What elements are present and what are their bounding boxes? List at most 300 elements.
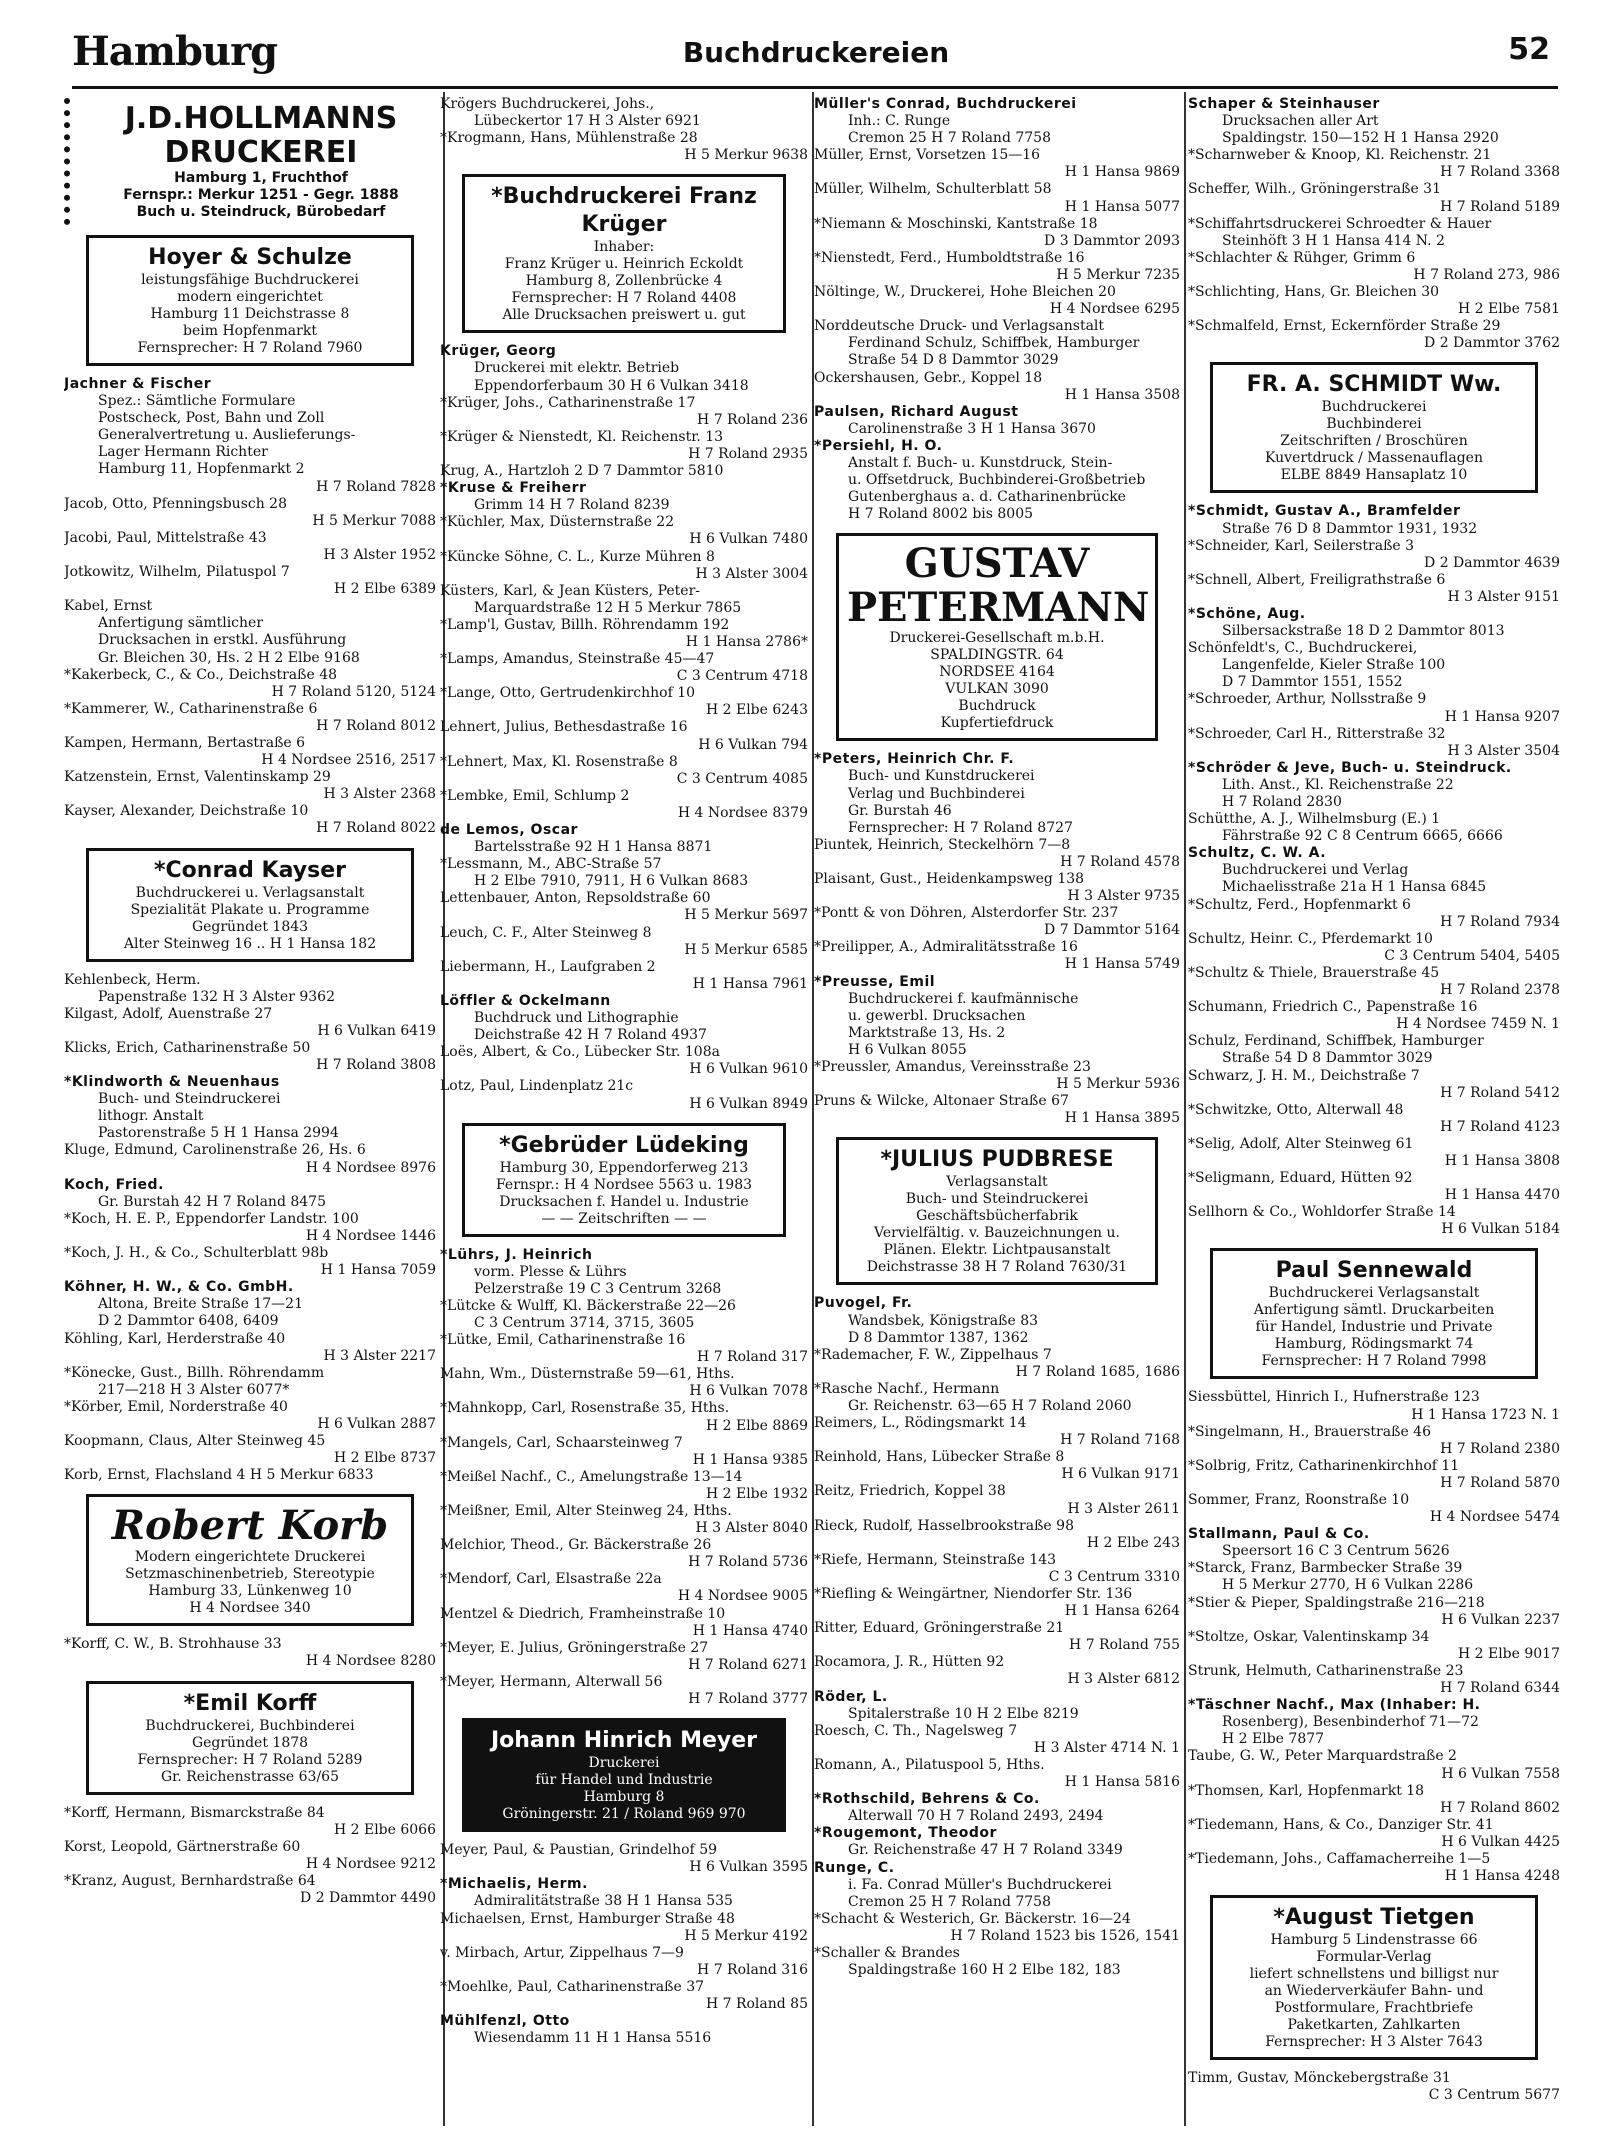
- entry-name: *Krüger, Johs., Catharinenstraße 17: [440, 394, 696, 411]
- ad-line: für Handel, Industrie und Private: [1255, 1319, 1493, 1336]
- entry-phone: H 1 Hansa 5077: [1064, 198, 1180, 215]
- directory-entry: [814, 250, 1180, 284]
- ad-line: Inhaber:: [593, 239, 655, 256]
- entry-name: *Schwitzke, Otto, Alterwall 48: [1188, 1101, 1404, 1118]
- directory-entry: [1188, 897, 1560, 931]
- entry-phone: H 7 Roland 7168: [1060, 1432, 1180, 1449]
- directory-entry: [1188, 691, 1560, 725]
- entry-name: Taube, G. W., Peter Marquardstraße 2: [1188, 1748, 1457, 1765]
- entry-detail-line: Straße 76 D 8 Dammtor 1931, 1932: [1222, 520, 1478, 537]
- entry-name: Jacobi, Paul, Mittelstraße 43: [64, 529, 267, 546]
- directory-entry: [440, 1503, 808, 1537]
- directory-entry: [1188, 1136, 1560, 1170]
- ad-line: Hamburg, Rödingsmarkt 74: [1274, 1336, 1474, 1353]
- directory-entry: [440, 1435, 808, 1469]
- directory-entry: [814, 837, 1180, 871]
- entry-name: Nöltinge, W., Druckerei, Hohe Bleichen 20: [814, 284, 1116, 301]
- entry-phone: H 4 Nordsee 6295: [1049, 301, 1180, 318]
- directory-entry: [1188, 1697, 1560, 1748]
- entry-name: *Täschner Nachf., Max (Inhaber: H.: [1188, 1697, 1481, 1714]
- entry-phone: H 4 Nordsee 8280: [305, 1653, 436, 1670]
- entry-phone: D 2 Dammtor 3762: [1424, 335, 1560, 352]
- entry-detail-line: Grimm 14 H 7 Roland 8239: [474, 497, 670, 514]
- directory-entry: [814, 751, 1180, 836]
- advertisement-box: [1210, 362, 1537, 493]
- entry-name: *Koch, H. E. P., Eppendorfer Landstr. 100: [64, 1210, 359, 1227]
- entry-name: Korst, Leopold, Gärtnerstraße 60: [64, 1838, 301, 1855]
- entry-name: *Schröder & Jeve, Buch- u. Steindruck.: [1188, 759, 1512, 776]
- directory-entry: [440, 754, 808, 788]
- ad-line: liefert schnellstens und billigst nur: [1249, 1966, 1499, 1983]
- entry-detail-line: Anfertigung sämtlicher: [98, 615, 264, 632]
- directory-entry: [64, 1805, 436, 1839]
- directory-entry: [64, 803, 436, 837]
- entry-detail-line: Langenfelde, Kieler Straße 100: [1222, 657, 1446, 674]
- directory-entry: [814, 404, 1180, 438]
- entry-name: *Stier & Pieper, Spaldingstraße 216—218: [1188, 1594, 1485, 1611]
- entry-name: *Krüger & Nienstedt, Kl. Reichenstr. 13: [440, 428, 724, 445]
- entry-name: Kehlenbeck, Herm.: [64, 971, 201, 988]
- entry-detail-line: Spaldingstr. 150—152 H 1 Hansa 2920: [1222, 130, 1499, 147]
- entry-detail-line: Buchdruckerei und Verlag: [1222, 862, 1409, 879]
- entry-name: *Lütcke & Wulff, Kl. Bäckerstraße 22—26: [440, 1297, 736, 1314]
- advertisement-box: [462, 1123, 786, 1237]
- entry-name: *Schiffahrtsdruckerei Schroedter & Hauer: [1188, 215, 1492, 232]
- ad-line: Hamburg 8, Zollenbrücke 4: [525, 273, 723, 290]
- entry-name: Schulz, Ferdinand, Schiffbek, Hamburger: [1188, 1033, 1484, 1050]
- directory-entry: [440, 583, 808, 617]
- page-header: [72, 22, 1560, 78]
- entry-detail-line: Steinhöft 3 H 1 Hansa 414 N. 2: [1222, 232, 1445, 249]
- entry-name: Norddeutsche Druck- und Verlagsanstalt: [814, 318, 1105, 335]
- entry-name: Timm, Gustav, Mönckebergstraße 31: [1188, 2070, 1451, 2087]
- entry-name: Rocamora, J. R., Hütten 92: [814, 1654, 1005, 1671]
- directory-entry: [814, 284, 1180, 318]
- entry-phone: H 3 Alster 4714 N. 1: [1033, 1739, 1180, 1756]
- entry-detail-line: Pelzerstraße 19 C 3 Centrum 3268: [474, 1280, 722, 1297]
- entry-name: Puvogel, Fr.: [814, 1295, 913, 1312]
- ad-line: modern eingerichtet: [177, 289, 323, 305]
- entry-detail-line: Gr. Burstah 42 H 7 Roland 8475: [98, 1193, 326, 1210]
- entry-name: Piuntek, Heinrich, Steckelhörn 7—8: [814, 836, 1071, 853]
- entry-name: *Tiedemann, Hans, & Co., Danziger Str. 41: [1188, 1816, 1494, 1833]
- directory-entry: [440, 1247, 808, 1298]
- ad-line: Fernspr.: H 4 Nordsee 5563 u. 1983: [495, 1176, 753, 1193]
- entry-name: *Kakerbeck, C., & Co., Deichstraße 48: [64, 666, 338, 683]
- directory-entry: [1188, 965, 1560, 999]
- entry-detail-line: Buchdruck und Lithographie: [474, 1010, 679, 1027]
- entry-detail-line: Buchdruckerei f. kaufmännische: [848, 990, 1079, 1007]
- entry-detail-line: Druckerei mit elektr. Betrieb: [474, 360, 680, 377]
- entry-name: *Meißner, Emil, Alter Steinweg 24, Hths.: [440, 1503, 732, 1519]
- entry-detail-line: Fährstraße 92 C 8 Centrum 6665, 6666: [1222, 828, 1503, 845]
- entry-name: *Schultz & Thiele, Brauerstraße 45: [1188, 964, 1440, 981]
- ad-line: H 4 Nordsee 340: [189, 1600, 311, 1617]
- entry-phone: H 4 Nordsee 7459 N. 1: [1396, 1016, 1560, 1033]
- ad-line: Hamburg 30, Eppendorferweg 213: [499, 1159, 749, 1176]
- entry-name: *Lembke, Emil, Schlump 2: [440, 787, 630, 804]
- entry-name: *Starck, Franz, Barmbecker Straße 39: [1188, 1560, 1463, 1577]
- entry-phone: H 7 Roland 3777: [688, 1691, 808, 1708]
- entry-name: Mentzel & Diedrich, Framheinstraße 10: [440, 1605, 726, 1622]
- entry-name: Sellhorn & Co., Wohldorfer Straße 14: [1188, 1204, 1456, 1221]
- directory-entry: [64, 1211, 436, 1245]
- entry-name: Küsters, Karl, & Jean Küsters, Peter-: [440, 582, 700, 599]
- entry-phone: H 7 Roland 4123: [1440, 1118, 1560, 1135]
- directory-entry: [64, 1467, 436, 1484]
- advertisement-box: [462, 174, 786, 333]
- directory-entry: [64, 972, 436, 1006]
- entry-name: Pruns & Wilcke, Altonaer Straße 67: [814, 1093, 1069, 1110]
- entry-phone: H 7 Roland 4578: [1060, 853, 1180, 870]
- advertisement-box: [86, 235, 413, 366]
- entry-detail-line: Altona, Breite Straße 17—21: [98, 1296, 303, 1313]
- entry-name: *Schroeder, Arthur, Nollsstraße 9: [1188, 691, 1427, 708]
- directory-entry: [440, 130, 808, 164]
- entry-phone: H 1 Hansa 4470: [1444, 1187, 1560, 1204]
- entry-name: *Schneider, Karl, Seilerstraße 3: [1188, 537, 1415, 554]
- ad-line: Buch- und Steindruckerei: [905, 1191, 1089, 1208]
- entry-detail-line: Anstalt f. Buch- u. Kunstdruck, Stein-: [848, 454, 1113, 471]
- directory-entry: [1188, 726, 1560, 760]
- entry-phone: H 7 Roland 317: [697, 1349, 808, 1366]
- directory-entry: [1188, 250, 1560, 284]
- entry-phone: H 6 Vulkan 4425: [1441, 1833, 1560, 1850]
- entry-phone: H 7 Roland 2380: [1440, 1440, 1560, 1457]
- entry-name: *Küncke Söhne, C. L., Kurze Mühren 8: [440, 548, 715, 565]
- entry-name: Strunk, Helmuth, Catharinenstraße 23: [1188, 1662, 1464, 1679]
- advertisement-box: [462, 1718, 786, 1832]
- directory-entry: [440, 1469, 808, 1503]
- entry-name: Röder, L.: [814, 1688, 888, 1705]
- entry-name: Mühlfenzl, Otto: [440, 2013, 570, 2030]
- entry-name: Köhling, Karl, Herderstraße 40: [64, 1330, 286, 1347]
- entry-phone: H 3 Alster 8040: [695, 1520, 808, 1537]
- entry-phone: H 4 Nordsee 8379: [677, 804, 808, 821]
- directory-entry: [814, 1654, 1180, 1688]
- directory-entry: [814, 1723, 1180, 1757]
- entry-detail-line: 217—218 H 3 Alster 6077*: [98, 1381, 290, 1398]
- directory-entry: [814, 438, 1180, 523]
- directory-entry: [440, 514, 808, 548]
- entry-name: *Pontt & von Döhren, Alsterdorfer Str. 237: [814, 905, 1119, 922]
- entry-phone: H 5 Merkur 4192: [684, 1927, 808, 1944]
- ad-line: Fernsprecher: H 7 Roland 7998: [1261, 1353, 1487, 1370]
- entry-detail-line: H 7 Roland 2830: [1222, 794, 1342, 810]
- entry-name: Krug, A., Hartzloh 2 D 7 Dammtor 5810: [440, 463, 724, 480]
- directory-entry: [440, 822, 808, 856]
- entry-name: *Klindworth & Neuenhaus: [64, 1074, 280, 1091]
- directory-entry: [814, 1381, 1180, 1415]
- directory-entry: [440, 549, 808, 583]
- directory-entry: [1188, 1663, 1560, 1697]
- entry-phone: H 2 Elbe 7581: [1457, 301, 1560, 318]
- entry-name: *Kruse & Freiherr: [440, 480, 587, 497]
- advertisement-box: [1210, 1248, 1537, 1379]
- directory-entry: [1188, 147, 1560, 181]
- directory-entry: [440, 96, 808, 130]
- entry-phone: H 1 Hansa 2786*: [685, 633, 808, 650]
- ad-title: *JULIUS PUDBRESE: [880, 1147, 1114, 1173]
- entry-phone: H 7 Roland 5412: [1440, 1084, 1560, 1101]
- entry-name: *Meyer, E. Julius, Gröningerstraße 27: [440, 1639, 709, 1656]
- directory-entry: [814, 905, 1180, 939]
- directory-entry: [440, 1332, 808, 1366]
- directory-entry: [1188, 1204, 1560, 1238]
- entry-name: Kilgast, Adolf, Auenstraße 27: [64, 1005, 273, 1022]
- entry-name: Scheffer, Wilh., Gröningerstraße 31: [1188, 181, 1441, 198]
- directory-entry: [1188, 1560, 1560, 1594]
- entry-phone: D 2 Dammtor 4639: [1424, 554, 1560, 571]
- directory-entry: [440, 1979, 808, 2013]
- entry-name: *Peters, Heinrich Chr. F.: [814, 751, 1015, 768]
- entry-name: *Preussler, Amandus, Vereinsstraße 23: [814, 1059, 1091, 1076]
- entry-phone: H 1 Hansa 4248: [1444, 1868, 1560, 1885]
- entry-name: Plaisant, Gust., Heidenkampsweg 138: [814, 871, 1085, 887]
- entry-phone: D 7 Dammtor 5164: [1044, 922, 1180, 939]
- directory-entry: [1188, 640, 1560, 691]
- entry-detail-line: C 3 Centrum 3714, 3715, 3605: [474, 1314, 695, 1331]
- entry-phone: H 1 Hansa 7961: [692, 975, 808, 992]
- directory-entry: [440, 617, 808, 651]
- entry-phone: H 7 Roland 5736: [688, 1554, 808, 1571]
- entry-detail-line: Buch- und Kunstdruckerei: [848, 768, 1035, 785]
- entry-name: v. Mirbach, Artur, Zippelhaus 7—9: [440, 1944, 684, 1961]
- entry-name: Paulsen, Richard August: [814, 403, 1019, 420]
- entry-detail-line: H 5 Merkur 2770, H 6 Vulkan 2286: [1222, 1577, 1474, 1594]
- directory-entry: [1188, 999, 1560, 1033]
- ad-line: Spezialität Plakate u. Programme: [130, 901, 370, 918]
- entry-name: Lettenbauer, Anton, Repsoldstraße 60: [440, 890, 711, 907]
- ad-line: VULKAN 3090: [945, 681, 1049, 698]
- entry-name: *Schlichting, Hans, Gr. Bleichen 30: [1188, 284, 1440, 301]
- entry-phone: H 2 Elbe 8869: [705, 1417, 808, 1434]
- entry-detail-line: H 7 Roland 8002 bis 8005: [848, 506, 1034, 523]
- entry-phone: H 5 Merkur 5936: [1056, 1076, 1180, 1093]
- entry-name: Koch, Fried.: [64, 1176, 164, 1193]
- entry-name: *Schultz, Ferd., Hopfenmarkt 6: [1188, 896, 1411, 913]
- ad-line: Hamburg 5 Lindenstrasse 66: [1270, 1932, 1478, 1949]
- entry-name: Müller, Ernst, Vorsetzen 15—16: [814, 147, 1041, 164]
- entry-phone: H 7 Roland 5870: [1440, 1474, 1560, 1491]
- entry-detail-line: H 2 Elbe 7877: [1222, 1731, 1325, 1748]
- entry-phone: H 6 Vulkan 3595: [689, 1859, 808, 1876]
- entry-phone: H 5 Merkur 7235: [1056, 266, 1180, 283]
- entry-name: Roesch, C. Th., Nagelsweg 7: [814, 1722, 1018, 1739]
- ad-line: Fernsprecher: H 7 Roland 5289: [137, 1751, 363, 1768]
- directory-entry: [64, 1006, 436, 1040]
- directory-entry: [814, 1552, 1180, 1586]
- ad-line: Buchdruck: [958, 698, 1036, 715]
- entry-detail-line: Alterwall 70 H 7 Roland 2493, 2494: [848, 1808, 1104, 1825]
- ad-title: *Conrad Kayser: [154, 857, 346, 883]
- entry-phone: H 7 Roland 5120, 5124: [271, 683, 436, 700]
- entry-phone: H 4 Nordsee 9212: [305, 1855, 436, 1872]
- entry-phone: D 3 Dammtor 2093: [1044, 232, 1180, 249]
- directory-entry: [814, 1860, 1180, 1911]
- ad-line: Hamburg 8: [583, 1789, 665, 1806]
- ad-line: Gröningerstr. 21 / Roland 969 970: [502, 1806, 746, 1823]
- ad-line: Buchdruckerei: [1321, 399, 1427, 416]
- entry-phone: H 3 Alster 1952: [323, 546, 436, 563]
- entry-phone: H 6 Vulkan 8949: [689, 1095, 808, 1112]
- entry-phone: D 2 Dammtor 4490: [300, 1890, 436, 1906]
- entry-name: *Meyer, Hermann, Alterwall 56: [440, 1673, 663, 1690]
- entry-detail-line: Carolinenstraße 3 H 1 Hansa 3670: [848, 420, 1096, 437]
- entry-name: *Korff, Hermann, Bismarckstraße 84: [64, 1804, 325, 1821]
- directory-entry: [64, 667, 436, 701]
- directory-entry: [440, 1366, 808, 1400]
- advertisement-box: [86, 1494, 413, 1626]
- directory-entry: [64, 1399, 436, 1433]
- entry-phone: H 3 Alster 2611: [1067, 1500, 1180, 1517]
- entry-detail-line: Ferdinand Schulz, Schiffbek, Hamburger: [848, 335, 1140, 352]
- directory-entry: [1188, 1817, 1560, 1851]
- directory-entry: [814, 1093, 1180, 1127]
- entry-detail-line: Eppendorferbaum 30 H 6 Vulkan 3418: [474, 377, 749, 394]
- directory-entry: [440, 959, 808, 993]
- directory-entry: [440, 856, 808, 890]
- ad-line: Kupfertiefdruck: [940, 715, 1054, 732]
- entry-phone: H 2 Elbe 9017: [1457, 1645, 1560, 1662]
- ad-line: Deichstrasse 38 H 7 Roland 7630/31: [866, 1259, 1128, 1276]
- entry-name: *Schnell, Albert, Freiligrathstraße 6: [1188, 571, 1446, 588]
- entry-name: *Michaelis, Herm.: [440, 1876, 588, 1893]
- ad-line: SPALDINGSTR. 64: [930, 647, 1064, 664]
- entry-phone: C 3 Centrum 5404, 5405: [1384, 947, 1560, 964]
- entry-name: Schütthe, A. J., Wilhelmsburg (E.) 1: [1188, 811, 1441, 828]
- directory-entry: [1188, 1458, 1560, 1492]
- directory-entry: [1188, 1595, 1560, 1629]
- entry-phone: H 1 Hansa 4740: [692, 1622, 808, 1639]
- entry-phone: H 7 Roland 273, 986: [1413, 266, 1560, 283]
- entry-phone: H 5 Merkur 7088: [312, 512, 436, 529]
- directory-entry: [1188, 2070, 1560, 2104]
- directory-entry: [64, 769, 436, 803]
- entry-phone: H 1 Hansa 5749: [1064, 956, 1180, 973]
- entry-detail-line: H 2 Elbe 7910, 7911, H 6 Vulkan 8683: [474, 873, 749, 890]
- entry-detail-line: Buch- und Steindruckerei: [98, 1091, 281, 1108]
- entry-phone: H 7 Roland 2378: [1440, 982, 1560, 999]
- entry-name: *Moehlke, Paul, Catharinenstraße 37: [440, 1978, 705, 1995]
- directory-entry: [814, 1620, 1180, 1654]
- entry-name: *Lamp'l, Gustav, Billh. Röhrendamm 192: [440, 616, 730, 633]
- entry-detail-line: Speersort 16 C 3 Centrum 5626: [1222, 1543, 1450, 1560]
- directory-entry: [1188, 1068, 1560, 1102]
- directory-entry: [814, 1415, 1180, 1449]
- entry-name: Ritter, Eduard, Gröningerstraße 21: [814, 1620, 1065, 1637]
- ad-title: Robert Korb: [111, 1502, 389, 1550]
- entry-name: Michaelsen, Ernst, Hamburger Straße 48: [440, 1910, 735, 1927]
- directory-entry: [814, 1347, 1180, 1381]
- entry-phone: H 7 Roland 3368: [1440, 164, 1560, 181]
- entry-phone: H 5 Merkur 9638: [684, 147, 808, 164]
- directory-entry: [440, 1571, 808, 1605]
- entry-name: Ockershausen, Gebr., Koppel 18: [814, 369, 1043, 386]
- entry-name: *Krogmann, Hans, Mühlenstraße 28: [440, 130, 698, 147]
- entry-name: Leuch, C. F., Alter Steinweg 8: [440, 924, 652, 941]
- directory-entry: [814, 318, 1180, 369]
- entry-phone: H 6 Vulkan 794: [698, 736, 808, 753]
- ad-line: Alter Steinweg 16 .. H 1 Hansa 182: [123, 935, 377, 952]
- entry-name: *Lehnert, Max, Kl. Rosenstraße 8: [440, 753, 678, 770]
- directory-entry: [814, 1295, 1180, 1346]
- directory-entry: [440, 1078, 808, 1112]
- directory-entry: [814, 1518, 1180, 1552]
- directory-entry: [1188, 1389, 1560, 1423]
- entry-phone: H 3 Alster 9735: [1067, 888, 1180, 905]
- ad-line: Modern eingerichtete Druckerei: [134, 1549, 366, 1566]
- directory-entry: [64, 1245, 436, 1279]
- entry-detail-line: D 2 Dammtor 6408, 6409: [98, 1313, 279, 1330]
- entry-phone: H 7 Roland 8602: [1440, 1799, 1560, 1816]
- directory-entry: [440, 463, 808, 480]
- entry-name: *Persiehl, H. O.: [814, 437, 943, 454]
- entry-detail-line: Gr. Burstah 46: [848, 802, 952, 819]
- entry-phone: H 6 Vulkan 9171: [1061, 1466, 1180, 1483]
- entry-phone: H 4 Nordsee 5474: [1429, 1509, 1560, 1526]
- directory-entry: [440, 993, 808, 1044]
- entry-phone: H 2 Elbe 6389: [333, 581, 436, 598]
- entry-phone: H 2 Elbe 243: [1086, 1534, 1180, 1551]
- entry-detail-line: Hamburg 11, Hopfenmarkt 2: [98, 461, 305, 478]
- entry-phone: H 3 Alster 3504: [1447, 742, 1560, 759]
- directory-entry: [64, 1636, 436, 1670]
- entry-detail-line: Inh.: C. Runge: [848, 113, 951, 130]
- ad-line: Fernsprecher: H 3 Alster 7643: [1265, 2034, 1483, 2051]
- directory-entry: [814, 1825, 1180, 1859]
- entry-name: *Thomsen, Karl, Hopfenmarkt 18: [1188, 1782, 1425, 1799]
- ad-line: Hamburg 1, Fruchthof: [174, 170, 348, 186]
- entry-phone: H 7 Roland 2935: [688, 445, 808, 462]
- ad-title: *Emil Korff: [183, 1690, 317, 1716]
- entry-detail-line: H 6 Vulkan 8055: [848, 1041, 967, 1058]
- directory-entry: [1188, 1492, 1560, 1526]
- entry-detail-line: Gr. Reichenstr. 63—65 H 7 Roland 2060: [848, 1397, 1132, 1414]
- entry-detail-line: Wandsbek, Königstraße 83: [848, 1312, 1039, 1329]
- directory-entry: [814, 1757, 1180, 1791]
- entry-name: Koopmann, Claus, Alter Steinweg 45: [64, 1433, 326, 1450]
- ad-line: Gegründet 1843: [191, 918, 309, 935]
- entry-phone: H 6 Vulkan 9610: [689, 1061, 808, 1078]
- entry-detail-line: Lager Hermann Richter: [98, 444, 268, 461]
- entry-name: Jotkowitz, Wilhelm, Pilatuspol 7: [64, 564, 290, 581]
- column-1: [64, 96, 436, 2126]
- entry-name: Krögers Buchdruckerei, Johs.,: [440, 96, 655, 112]
- directory-entry: [1188, 606, 1560, 640]
- entry-name: Liebermann, H., Laufgraben 2: [440, 958, 656, 975]
- entry-phone: C 3 Centrum 3310: [1048, 1568, 1180, 1585]
- entry-phone: H 1 Hansa 9207: [1444, 708, 1560, 725]
- entry-detail-line: Rosenberg), Besenbinderhof 71—72: [1222, 1714, 1479, 1731]
- header-rule: [72, 86, 1558, 89]
- directory-entry: [1188, 1033, 1560, 1067]
- ad-line: beim Hopfenmarkt: [183, 323, 317, 339]
- directory-entry: [440, 343, 808, 394]
- entry-name: *Schmidt, Gustav A., Bramfelder: [1188, 503, 1461, 520]
- directory-entry: [64, 735, 436, 769]
- entry-detail-line: Spaldingstraße 160 H 2 Elbe 182, 183: [848, 1962, 1121, 1979]
- entry-name: *Kranz, August, Bernhardstraße 64: [64, 1872, 316, 1889]
- entry-phone: H 7 Roland 7828: [316, 478, 436, 495]
- directory-entry: [64, 1365, 436, 1399]
- entry-phone: H 1 Hansa 5816: [1064, 1774, 1180, 1791]
- ad-line: Gegründet 1878: [191, 1734, 309, 1751]
- advertisement-box: [86, 1681, 413, 1795]
- entry-phone: H 1 Hansa 9385: [692, 1451, 808, 1468]
- directory-entry: [1188, 1102, 1560, 1136]
- directory-entry: [440, 1876, 808, 1910]
